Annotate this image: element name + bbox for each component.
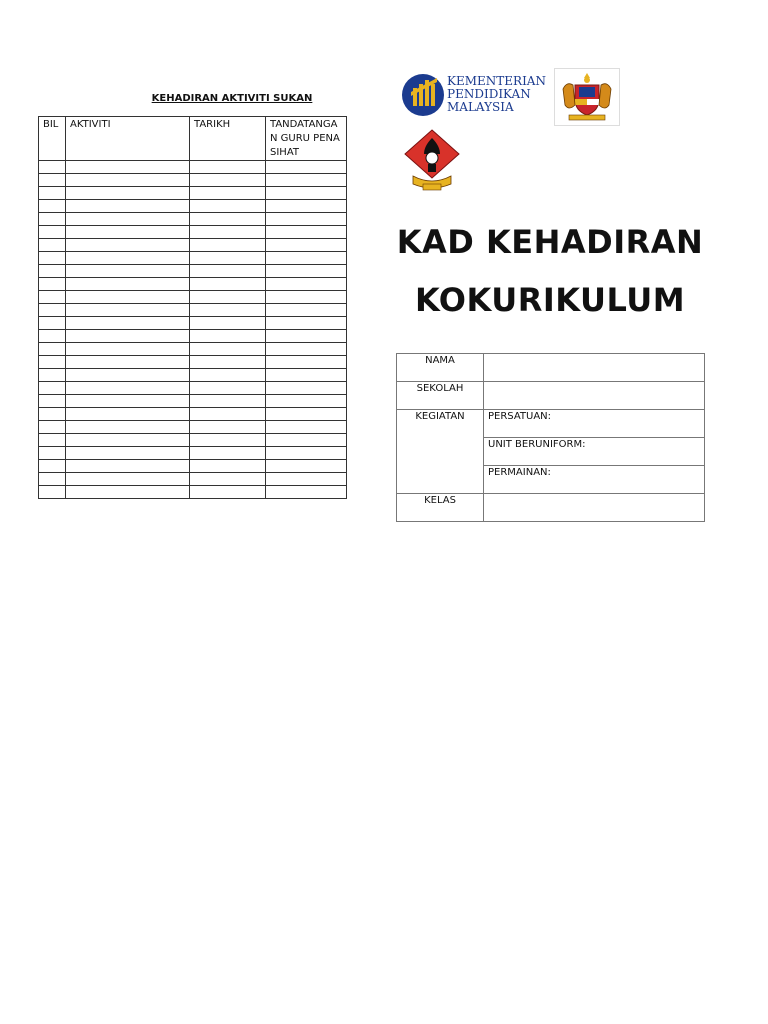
field-permainan[interactable]: PERMAINAN: [484, 466, 705, 494]
header-tarikh: TARIKH [190, 117, 266, 161]
attendance-cell-tandatangan[interactable] [266, 213, 347, 226]
attendance-cell-bil[interactable] [39, 252, 66, 265]
student-info-table [396, 353, 705, 522]
row-kelas [397, 494, 705, 522]
attendance-cell-bil[interactable] [39, 447, 66, 460]
attendance-row [39, 226, 347, 239]
attendance-body [39, 161, 347, 499]
attendance-cell-tandatangan[interactable] [266, 356, 347, 369]
attendance-cell-aktiviti[interactable] [66, 473, 190, 486]
header-bil: BIL [39, 117, 66, 161]
attendance-cell-tandatangan[interactable] [266, 317, 347, 330]
field-kelas[interactable] [484, 494, 705, 522]
attendance-header-row [39, 117, 347, 161]
attendance-cell-aktiviti[interactable] [66, 486, 190, 499]
attendance-cell-tandatangan[interactable] [266, 278, 347, 291]
attendance-row [39, 239, 347, 252]
attendance-cell-bil[interactable] [39, 356, 66, 369]
attendance-cell-aktiviti[interactable] [66, 330, 190, 343]
attendance-cell-aktiviti[interactable] [66, 382, 190, 395]
attendance-row [39, 395, 347, 408]
kpm-emblem-icon [401, 70, 445, 120]
attendance-cell-bil[interactable] [39, 395, 66, 408]
attendance-row [39, 200, 347, 213]
attendance-cell-tarikh[interactable] [190, 369, 266, 382]
attendance-cell-aktiviti[interactable] [66, 291, 190, 304]
attendance-cell-aktiviti[interactable] [66, 213, 190, 226]
attendance-cell-bil[interactable] [39, 187, 66, 200]
attendance-cell-tandatangan[interactable] [266, 395, 347, 408]
attendance-cell-bil[interactable] [39, 226, 66, 239]
attendance-cell-aktiviti[interactable] [66, 408, 190, 421]
attendance-row [39, 187, 347, 200]
kpm-line1: KEMENTERIAN [447, 74, 546, 88]
attendance-cell-tandatangan[interactable] [266, 330, 347, 343]
attendance-cell-aktiviti[interactable] [66, 265, 190, 278]
attendance-cell-tandatangan[interactable] [266, 252, 347, 265]
card-title [396, 223, 704, 342]
attendance-row [39, 304, 347, 317]
attendance-cell-tandatangan[interactable] [266, 382, 347, 395]
row-sekolah [397, 382, 705, 410]
attendance-row [39, 317, 347, 330]
school-logo [403, 128, 461, 192]
attendance-cell-aktiviti[interactable] [66, 460, 190, 473]
attendance-row [39, 174, 347, 187]
attendance-cell-tarikh[interactable] [190, 187, 266, 200]
attendance-cell-aktiviti[interactable] [66, 187, 190, 200]
attendance-cell-bil[interactable] [39, 200, 66, 213]
attendance-cell-bil[interactable] [39, 330, 66, 343]
attendance-cell-tarikh[interactable] [190, 174, 266, 187]
kpm-line2: PENDIDIKAN [447, 87, 531, 101]
attendance-cell-bil[interactable] [39, 161, 66, 174]
attendance-cell-tarikh[interactable] [190, 382, 266, 395]
attendance-cell-tarikh[interactable] [190, 330, 266, 343]
attendance-row [39, 460, 347, 473]
kpm-line3: MALAYSIA [447, 100, 514, 114]
attendance-cell-tarikh[interactable] [190, 239, 266, 252]
attendance-row [39, 291, 347, 304]
attendance-row [39, 447, 347, 460]
kpm-wordmark [447, 75, 546, 114]
attendance-cell-tarikh[interactable] [190, 304, 266, 317]
attendance-cell-aktiviti[interactable] [66, 317, 190, 330]
attendance-cell-tarikh[interactable] [190, 252, 266, 265]
label-kelas: KELAS [397, 494, 484, 522]
attendance-cell-tandatangan[interactable] [266, 421, 347, 434]
attendance-cell-tarikh[interactable] [190, 278, 266, 291]
attendance-cell-bil[interactable] [39, 434, 66, 447]
header-tandatangan: TANDATANGAN GURU PENASIHAT [266, 117, 347, 161]
attendance-cell-bil[interactable] [39, 265, 66, 278]
attendance-cell-tandatangan[interactable] [266, 447, 347, 460]
attendance-cell-aktiviti[interactable] [66, 239, 190, 252]
attendance-cell-aktiviti[interactable] [66, 369, 190, 382]
attendance-cell-tandatangan[interactable] [266, 265, 347, 278]
attendance-cell-bil[interactable] [39, 317, 66, 330]
coat-of-arms-icon [555, 69, 619, 125]
attendance-cell-tandatangan[interactable] [266, 291, 347, 304]
attendance-row [39, 382, 347, 395]
attendance-cell-bil[interactable] [39, 343, 66, 356]
attendance-row [39, 408, 347, 421]
attendance-cell-tandatangan[interactable] [266, 369, 347, 382]
attendance-row [39, 473, 347, 486]
attendance-cell-aktiviti[interactable] [66, 434, 190, 447]
attendance-cell-tarikh[interactable] [190, 421, 266, 434]
attendance-cell-bil[interactable] [39, 213, 66, 226]
attendance-row [39, 213, 347, 226]
header-aktiviti: AKTIVITI [66, 117, 190, 161]
attendance-row [39, 421, 347, 434]
attendance-cell-tandatangan[interactable] [266, 200, 347, 213]
attendance-row [39, 252, 347, 265]
attendance-cell-bil[interactable] [39, 291, 66, 304]
attendance-row [39, 278, 347, 291]
kpm-logo [401, 70, 546, 122]
attendance-cell-tarikh[interactable] [190, 434, 266, 447]
card-title-line2: KOKURIKULUM [414, 281, 686, 319]
attendance-table [38, 116, 347, 499]
attendance-cell-tarikh[interactable] [190, 447, 266, 460]
attendance-cell-tarikh[interactable] [190, 356, 266, 369]
attendance-cell-bil[interactable] [39, 460, 66, 473]
attendance-cell-tandatangan[interactable] [266, 187, 347, 200]
attendance-row [39, 369, 347, 382]
field-unit-beruniform[interactable]: UNIT BERUNIFORM: [484, 438, 705, 466]
attendance-cell-tandatangan[interactable] [266, 304, 347, 317]
attendance-cell-bil[interactable] [39, 174, 66, 187]
attendance-cell-tarikh[interactable] [190, 460, 266, 473]
attendance-cell-tandatangan[interactable] [266, 161, 347, 174]
attendance-cell-tandatangan[interactable] [266, 239, 347, 252]
attendance-cell-tandatangan[interactable] [266, 408, 347, 421]
attendance-cell-tarikh[interactable] [190, 291, 266, 304]
attendance-cell-tarikh[interactable] [190, 408, 266, 421]
attendance-cell-bil[interactable] [39, 473, 66, 486]
attendance-cell-tandatangan[interactable] [266, 174, 347, 187]
attendance-cell-tandatangan[interactable] [266, 473, 347, 486]
attendance-cell-tarikh[interactable] [190, 161, 266, 174]
attendance-cell-bil[interactable] [39, 369, 66, 382]
card-title-line1: KAD KEHADIRAN [396, 223, 704, 261]
attendance-cell-tarikh[interactable] [190, 343, 266, 356]
school-crest-icon [403, 128, 461, 192]
attendance-cell-tandatangan[interactable] [266, 460, 347, 473]
attendance-cell-aktiviti[interactable] [66, 343, 190, 356]
attendance-title: KEHADIRAN AKTIVITI SUKAN [151, 93, 313, 104]
attendance-cell-tarikh[interactable] [190, 213, 266, 226]
attendance-cell-bil[interactable] [39, 486, 66, 499]
attendance-cell-tandatangan[interactable] [266, 226, 347, 239]
attendance-row [39, 330, 347, 343]
attendance-row [39, 343, 347, 356]
attendance-cell-bil[interactable] [39, 304, 66, 317]
attendance-cell-aktiviti[interactable] [66, 447, 190, 460]
attendance-cell-aktiviti[interactable] [66, 161, 190, 174]
field-sekolah[interactable] [484, 382, 705, 410]
field-nama[interactable] [484, 354, 705, 382]
attendance-row [39, 486, 347, 499]
attendance-cell-bil[interactable] [39, 421, 66, 434]
attendance-cell-aktiviti[interactable] [66, 252, 190, 265]
attendance-row [39, 356, 347, 369]
row-persatuan [397, 410, 705, 438]
attendance-cell-tandatangan[interactable] [266, 343, 347, 356]
attendance-cell-bil[interactable] [39, 382, 66, 395]
attendance-cell-tarikh[interactable] [190, 317, 266, 330]
attendance-cell-aktiviti[interactable] [66, 226, 190, 239]
label-nama: NAMA [397, 354, 484, 382]
attendance-row [39, 161, 347, 174]
attendance-cell-tarikh[interactable] [190, 265, 266, 278]
attendance-cell-aktiviti[interactable] [66, 304, 190, 317]
attendance-cell-bil[interactable] [39, 278, 66, 291]
attendance-cell-tandatangan[interactable] [266, 434, 347, 447]
attendance-cell-aktiviti[interactable] [66, 395, 190, 408]
row-nama [397, 354, 705, 382]
attendance-cell-aktiviti[interactable] [66, 421, 190, 434]
attendance-cell-tarikh[interactable] [190, 200, 266, 213]
attendance-cell-tarikh[interactable] [190, 486, 266, 499]
jata-negara-logo [554, 68, 620, 126]
attendance-cell-tarikh[interactable] [190, 395, 266, 408]
attendance-cell-tarikh[interactable] [190, 473, 266, 486]
attendance-cell-tandatangan[interactable] [266, 486, 347, 499]
attendance-cell-aktiviti[interactable] [66, 200, 190, 213]
attendance-cell-bil[interactable] [39, 239, 66, 252]
attendance-cell-tarikh[interactable] [190, 226, 266, 239]
field-persatuan[interactable]: PERSATUAN: [484, 410, 705, 438]
attendance-row [39, 265, 347, 278]
label-kegiatan: KEGIATAN [397, 410, 484, 494]
attendance-cell-aktiviti[interactable] [66, 278, 190, 291]
attendance-cell-aktiviti[interactable] [66, 356, 190, 369]
attendance-row [39, 434, 347, 447]
attendance-cell-aktiviti[interactable] [66, 174, 190, 187]
attendance-cell-bil[interactable] [39, 408, 66, 421]
label-sekolah: SEKOLAH [397, 382, 484, 410]
